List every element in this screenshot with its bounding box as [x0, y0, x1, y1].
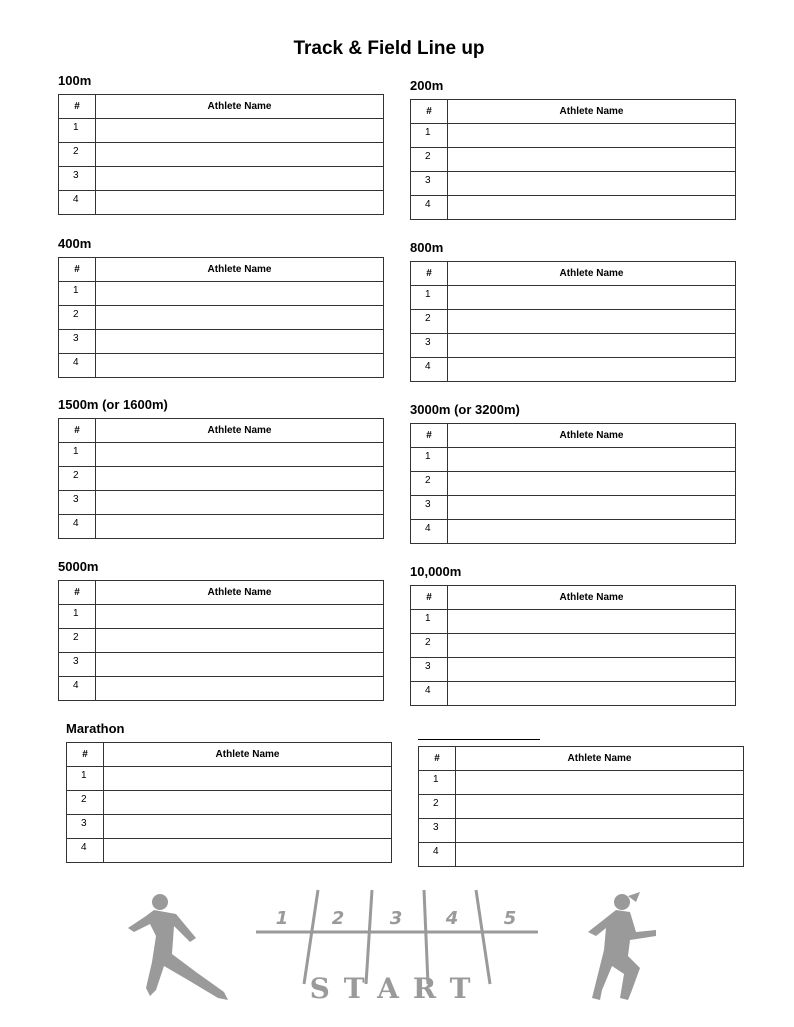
table-row — [411, 172, 736, 196]
athlete-name-cell[interactable] — [96, 467, 384, 491]
row-number: 3 — [411, 334, 448, 358]
number-header: # — [67, 743, 104, 767]
row-number: 1 — [411, 610, 448, 634]
row-number: 4 — [59, 515, 96, 539]
row-number: 1 — [411, 124, 448, 148]
table-row — [419, 843, 744, 867]
athlete-name-header: Athlete Name — [96, 419, 384, 443]
row-number: 2 — [411, 634, 448, 658]
page-title: Track & Field Line up — [293, 38, 485, 59]
athlete-name-cell[interactable] — [96, 119, 384, 143]
table-row — [59, 515, 384, 539]
table-row — [419, 819, 744, 843]
row-number: 3 — [67, 815, 104, 839]
row-number: 1 — [59, 443, 96, 467]
athlete-name-header: Athlete Name — [456, 747, 744, 771]
lineup-table — [410, 585, 736, 706]
athlete-name-cell[interactable] — [456, 843, 744, 867]
athlete-name-cell[interactable] — [448, 286, 736, 310]
table-row — [59, 330, 384, 354]
event-title: 800m — [410, 240, 444, 255]
row-number: 4 — [419, 843, 456, 867]
athlete-name-cell[interactable] — [96, 143, 384, 167]
lineup-table — [58, 94, 384, 215]
row-number: 2 — [419, 795, 456, 819]
event-title: 100m — [58, 73, 92, 88]
table-row — [411, 496, 736, 520]
table-row — [59, 354, 384, 378]
table-row — [59, 119, 384, 143]
athlete-name-cell[interactable] — [448, 172, 736, 196]
athlete-name-cell[interactable] — [448, 472, 736, 496]
number-header: # — [59, 581, 96, 605]
athlete-name-cell[interactable] — [448, 310, 736, 334]
table-row — [411, 472, 736, 496]
start-text: START — [309, 972, 485, 1005]
row-number: 2 — [59, 143, 96, 167]
table-row — [59, 306, 384, 330]
event-title: Marathon — [66, 721, 125, 736]
number-header: # — [419, 747, 456, 771]
event-block — [410, 240, 736, 382]
number-header: # — [411, 424, 448, 448]
athlete-name-cell[interactable] — [96, 515, 384, 539]
row-number: 3 — [411, 496, 448, 520]
row-number: 1 — [419, 771, 456, 795]
athlete-name-cell[interactable] — [96, 191, 384, 215]
table-header-row — [411, 262, 736, 286]
table-row — [411, 448, 736, 472]
event-block — [410, 78, 736, 220]
athlete-name-cell[interactable] — [448, 148, 736, 172]
athlete-name-cell[interactable] — [456, 795, 744, 819]
athlete-name-cell[interactable] — [96, 491, 384, 515]
athlete-name-cell[interactable] — [104, 815, 392, 839]
athlete-name-header: Athlete Name — [448, 262, 736, 286]
athlete-name-header: Athlete Name — [448, 424, 736, 448]
event-block — [66, 721, 392, 863]
row-number: 4 — [67, 839, 104, 863]
row-number: 3 — [59, 167, 96, 191]
table-row — [59, 191, 384, 215]
athlete-name-cell[interactable] — [96, 653, 384, 677]
table-row — [411, 658, 736, 682]
number-header: # — [59, 419, 96, 443]
athlete-name-cell[interactable] — [448, 658, 736, 682]
athlete-name-cell[interactable] — [96, 677, 384, 701]
table-header-row — [59, 419, 384, 443]
event-block — [58, 397, 384, 539]
athlete-name-cell[interactable] — [456, 771, 744, 795]
athlete-name-cell[interactable] — [448, 124, 736, 148]
event-block — [410, 564, 736, 706]
event-block — [410, 402, 736, 544]
event-block — [58, 236, 384, 378]
athlete-name-header: Athlete Name — [448, 100, 736, 124]
event-block — [58, 559, 384, 701]
athlete-name-cell[interactable] — [448, 634, 736, 658]
table-header-row — [411, 100, 736, 124]
row-number: 1 — [67, 767, 104, 791]
athlete-name-header: Athlete Name — [96, 95, 384, 119]
event-title: 10,000m — [410, 564, 462, 579]
row-number: 3 — [411, 658, 448, 682]
table-row — [59, 282, 384, 306]
athlete-name-cell[interactable] — [104, 767, 392, 791]
athlete-name-header: Athlete Name — [104, 743, 392, 767]
table-row — [411, 610, 736, 634]
table-header-row — [419, 747, 744, 771]
athlete-name-header: Athlete Name — [96, 581, 384, 605]
row-number: 1 — [59, 282, 96, 306]
athlete-name-cell[interactable] — [96, 282, 384, 306]
event-title: 400m — [58, 236, 92, 251]
row-number: 2 — [411, 148, 448, 172]
lane-number: 4 — [445, 908, 459, 929]
table-row — [67, 839, 392, 863]
lineup-table — [58, 580, 384, 701]
lane-number: 1 — [275, 908, 289, 929]
lineup-table — [66, 742, 392, 863]
table-row — [59, 677, 384, 701]
athlete-name-cell[interactable] — [104, 791, 392, 815]
event-title: 3000m (or 3200m) — [410, 402, 520, 417]
lineup-table — [418, 746, 744, 867]
lane-grid — [256, 890, 538, 984]
event-block — [58, 73, 384, 215]
table-row — [67, 791, 392, 815]
lane-number: 2 — [331, 908, 345, 929]
table-row — [59, 167, 384, 191]
table-row — [59, 605, 384, 629]
row-number: 4 — [411, 682, 448, 706]
table-header-row — [59, 258, 384, 282]
female-runner-icon — [588, 892, 656, 1000]
lineup-table — [58, 418, 384, 539]
table-row — [419, 795, 744, 819]
row-number: 3 — [419, 819, 456, 843]
row-number: 1 — [59, 119, 96, 143]
number-header: # — [411, 586, 448, 610]
table-row — [411, 520, 736, 544]
table-row — [59, 653, 384, 677]
athlete-name-cell[interactable] — [96, 605, 384, 629]
athlete-name-header: Athlete Name — [448, 586, 736, 610]
athlete-name-cell[interactable] — [96, 629, 384, 653]
table-row — [411, 310, 736, 334]
lineup-table — [410, 423, 736, 544]
table-row — [67, 815, 392, 839]
number-header: # — [411, 100, 448, 124]
row-number: 2 — [411, 310, 448, 334]
number-header: # — [59, 95, 96, 119]
athlete-name-cell[interactable] — [448, 358, 736, 382]
table-row — [67, 767, 392, 791]
athlete-name-cell[interactable] — [96, 354, 384, 378]
event-title: 5000m — [58, 559, 99, 574]
table-row — [411, 286, 736, 310]
table-header-row — [411, 424, 736, 448]
lane-number: 5 — [503, 908, 517, 929]
table-row — [411, 358, 736, 382]
row-number: 3 — [59, 330, 96, 354]
table-header-row — [59, 95, 384, 119]
table-row — [59, 143, 384, 167]
row-number: 4 — [59, 354, 96, 378]
athlete-name-cell[interactable] — [96, 167, 384, 191]
row-number: 2 — [67, 791, 104, 815]
athlete-name-cell[interactable] — [448, 496, 736, 520]
lineup-table — [410, 261, 736, 382]
table-row — [411, 196, 736, 220]
table-header-row — [59, 581, 384, 605]
row-number: 3 — [411, 172, 448, 196]
athlete-name-cell[interactable] — [448, 196, 736, 220]
athlete-name-cell[interactable] — [448, 520, 736, 544]
athlete-name-cell[interactable] — [448, 610, 736, 634]
table-row — [411, 148, 736, 172]
row-number: 4 — [411, 196, 448, 220]
row-number: 3 — [59, 653, 96, 677]
event-title: 200m — [410, 78, 444, 93]
row-number: 4 — [411, 520, 448, 544]
row-number: 1 — [59, 605, 96, 629]
number-header: # — [59, 258, 96, 282]
row-number: 2 — [411, 472, 448, 496]
table-row — [419, 771, 744, 795]
row-number: 2 — [59, 306, 96, 330]
table-row — [411, 124, 736, 148]
row-number: 4 — [411, 358, 448, 382]
row-number: 2 — [59, 629, 96, 653]
table-row — [59, 491, 384, 515]
table-row — [411, 682, 736, 706]
row-number: 3 — [59, 491, 96, 515]
event-title-blank[interactable] — [418, 725, 540, 740]
lineup-table — [58, 257, 384, 378]
row-number: 1 — [411, 448, 448, 472]
male-runner-icon — [128, 894, 228, 1000]
lane-number: 3 — [389, 908, 403, 929]
athlete-name-cell[interactable] — [96, 443, 384, 467]
start-line-illustration — [0, 880, 794, 1020]
table-row — [59, 443, 384, 467]
athlete-name-cell[interactable] — [448, 448, 736, 472]
athlete-name-header: Athlete Name — [96, 258, 384, 282]
number-header: # — [411, 262, 448, 286]
row-number: 2 — [59, 467, 96, 491]
event-block — [418, 725, 744, 867]
table-row — [411, 334, 736, 358]
lineup-table — [410, 99, 736, 220]
row-number: 4 — [59, 191, 96, 215]
table-header-row — [411, 586, 736, 610]
athlete-name-cell[interactable] — [96, 306, 384, 330]
table-row — [411, 634, 736, 658]
athlete-name-cell[interactable] — [96, 330, 384, 354]
athlete-name-cell[interactable] — [456, 819, 744, 843]
event-title: 1500m (or 1600m) — [58, 397, 168, 412]
athlete-name-cell[interactable] — [104, 839, 392, 863]
table-row — [59, 467, 384, 491]
table-row — [59, 629, 384, 653]
row-number: 4 — [59, 677, 96, 701]
athlete-name-cell[interactable] — [448, 682, 736, 706]
athlete-name-cell[interactable] — [448, 334, 736, 358]
row-number: 1 — [411, 286, 448, 310]
table-header-row — [67, 743, 392, 767]
